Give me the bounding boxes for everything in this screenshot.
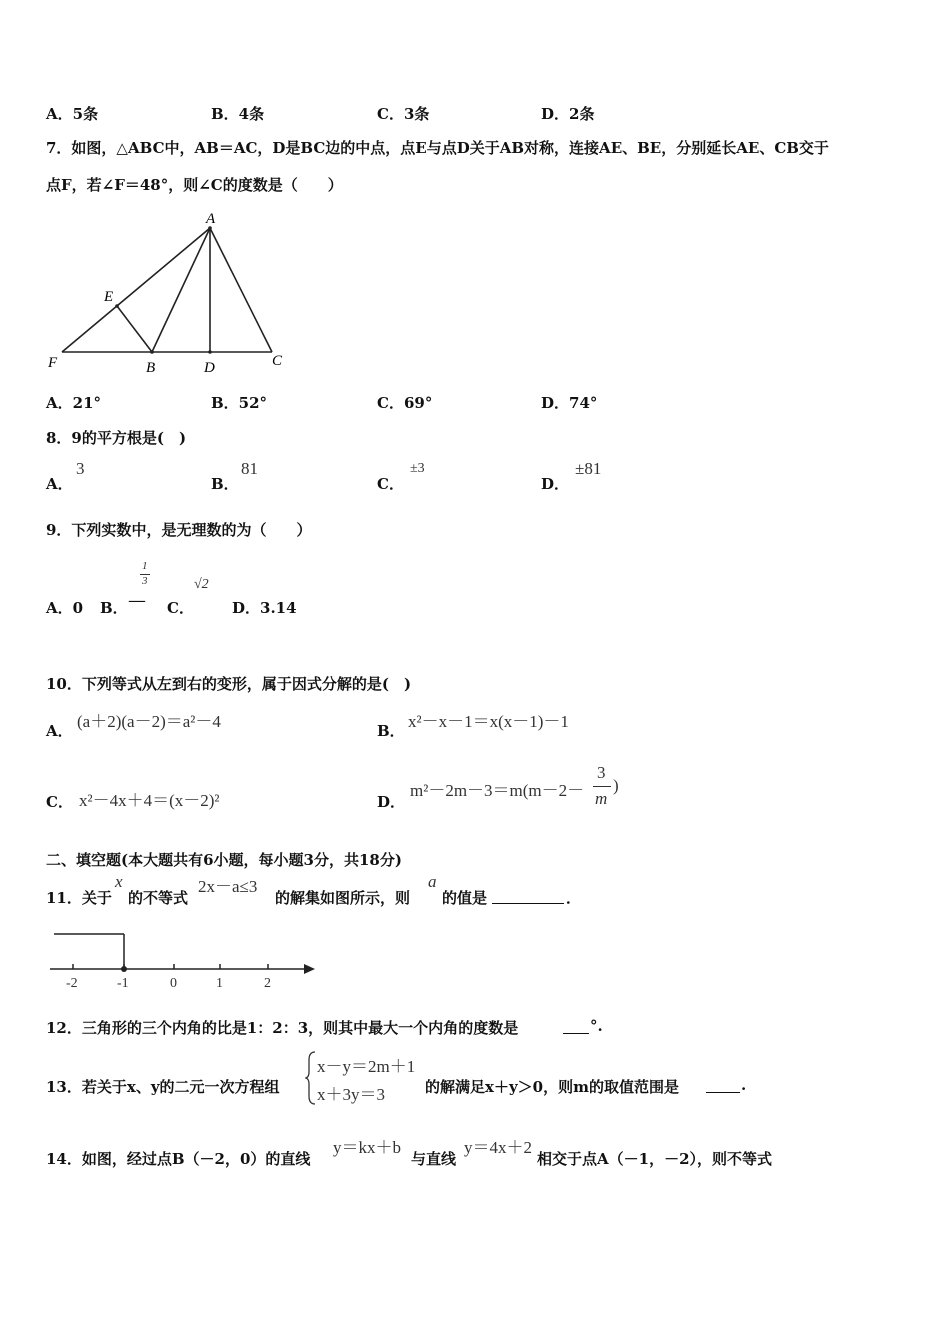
- q7-option-d: D．74°: [541, 394, 598, 412]
- q7-option-a: A．21°: [46, 394, 102, 412]
- q11-end: ．: [566, 889, 582, 907]
- q8-option-c-letter: C．: [377, 475, 404, 493]
- q8-option-d-letter: D．: [541, 475, 570, 493]
- q10-option-d-expr-right: ): [613, 776, 619, 795]
- q8-option-b-letter: B．: [211, 475, 239, 493]
- line-eb: [117, 306, 152, 352]
- line-ac: [210, 228, 272, 352]
- q12-answer-blank[interactable]: [563, 1019, 589, 1034]
- q8-stem: 8．9的平方根是( ): [46, 429, 187, 447]
- q7-stem-line1: 7．如图，△ABC中，AB＝AC，D是BC边的中点，点E与点D关于AB对称，连接AE、BE，分别延长AE、CB交于: [46, 139, 829, 157]
- q10-option-d-letter: D．: [377, 793, 406, 811]
- line-ab: [152, 228, 210, 352]
- q14-line-2: y＝4x＋2: [464, 1138, 532, 1157]
- q9-option-c-letter: C．: [167, 599, 194, 617]
- q7-option-b: B．52°: [211, 394, 268, 412]
- q8-option-a-value: 3: [76, 459, 85, 478]
- q9-option-b-frac-num: 1: [142, 560, 148, 572]
- q11-mid1: 的不等式: [128, 889, 189, 907]
- q13-answer-blank[interactable]: [706, 1078, 740, 1093]
- q14-prefix: 14．如图，经过点B（－2，0）的直线: [46, 1150, 311, 1168]
- q8-option-c-value: ±3: [410, 461, 425, 476]
- q12-stem: 12．三角形的三个内角的比是1：2：3，则其中最大一个内角的度数是: [46, 1019, 519, 1037]
- q11-prefix: 11．关于: [46, 889, 112, 907]
- q10-option-b-expr: x²－x－1＝x(x－1)－1: [408, 712, 569, 731]
- arrow-icon: [304, 964, 315, 974]
- q10-option-d-expr-left: m²－2m－3＝m(m－2－: [410, 781, 585, 800]
- q10-option-d-frac-bar: [593, 786, 611, 787]
- label-d: D: [204, 360, 215, 376]
- q11-var-a: a: [428, 872, 437, 891]
- q11-inequality: 2x－a≤3: [198, 877, 258, 896]
- q11-suffix: 的值是: [442, 889, 488, 907]
- q8-option-a-letter: A．: [46, 475, 73, 493]
- q8-option-b-value: 81: [241, 459, 258, 478]
- solid-point-icon: [121, 966, 127, 972]
- q10-stem: 10．下列等式从左到右的变形，属于因式分解的是( ): [46, 675, 412, 693]
- q10-option-a-expr: (a＋2)(a－2)＝a²－4: [77, 712, 221, 731]
- q9-option-b-letter: B．: [100, 599, 128, 617]
- tick-label: -2: [66, 976, 78, 991]
- q7-stem-line2: 点F，若∠F＝48°，则∠C的度数是（ ）: [46, 176, 343, 194]
- q11-number-line: [40, 925, 330, 995]
- q10-option-d-frac-num: 3: [597, 763, 606, 782]
- q14-suffix: 相交于点A（－1，－2），则不等式: [537, 1150, 773, 1168]
- tick-label: -1: [117, 976, 129, 991]
- q7-option-c: C．69°: [377, 394, 433, 412]
- q9-option-c-value: √2: [194, 577, 209, 592]
- q13-prefix: 13．若关于x、y的二元一次方程组: [46, 1078, 280, 1096]
- q14-line-1: y＝kx＋b: [333, 1138, 401, 1157]
- label-a: A: [206, 211, 216, 227]
- q13-suffix: 的解满足x＋y＞0，则m的取值范围是: [425, 1078, 679, 1096]
- q11-answer-blank[interactable]: [492, 889, 564, 904]
- q11-mid2: 的解集如图所示，则: [275, 889, 411, 907]
- line-af: [62, 228, 210, 352]
- label-e: E: [104, 289, 114, 305]
- q10-option-c-expr: x²－4x＋4＝(x－2)²: [79, 791, 220, 810]
- tick-label: 1: [216, 976, 223, 991]
- q7-triangle-figure: [40, 205, 300, 380]
- label-c: C: [272, 353, 283, 369]
- q8-option-d-value: ±81: [575, 459, 602, 478]
- q10-option-a-letter: A．: [46, 722, 73, 740]
- tick-label: 2: [264, 976, 271, 991]
- q10-option-b-letter: B．: [377, 722, 405, 740]
- q9-option-b-frac-den: 3: [142, 575, 148, 587]
- q6-option-d: D．2条: [541, 105, 595, 123]
- section-2-heading: 二、填空题(本大题共有6小题，每小题3分，共18分): [46, 851, 402, 869]
- q9-stem: 9．下列实数中，是无理数的为（ ）: [46, 521, 312, 539]
- tick-label: 0: [170, 976, 177, 991]
- q9-option-a: A．0: [46, 599, 84, 617]
- q12-end: °.: [590, 1017, 603, 1035]
- label-b: B: [146, 360, 156, 376]
- q6-option-c: C．3条: [377, 105, 430, 123]
- q13-equation-1: x－y＝2m＋1: [317, 1057, 416, 1076]
- q14-mid: 与直线: [411, 1150, 457, 1168]
- q10-option-d-frac-den: m: [595, 789, 608, 808]
- label-f: F: [48, 355, 58, 371]
- q13-end: .: [741, 1076, 747, 1094]
- q9-option-d: D．3.14: [232, 599, 297, 617]
- q6-option-b: B．4条: [211, 105, 265, 123]
- q11-var-x: x: [115, 872, 123, 891]
- q9-option-b-minus: —: [128, 590, 146, 611]
- brace-icon: [305, 1050, 317, 1106]
- q13-equation-2: x＋3y＝3: [317, 1085, 385, 1104]
- q6-option-a: A．5条: [46, 105, 99, 123]
- q10-option-c-letter: C．: [46, 793, 73, 811]
